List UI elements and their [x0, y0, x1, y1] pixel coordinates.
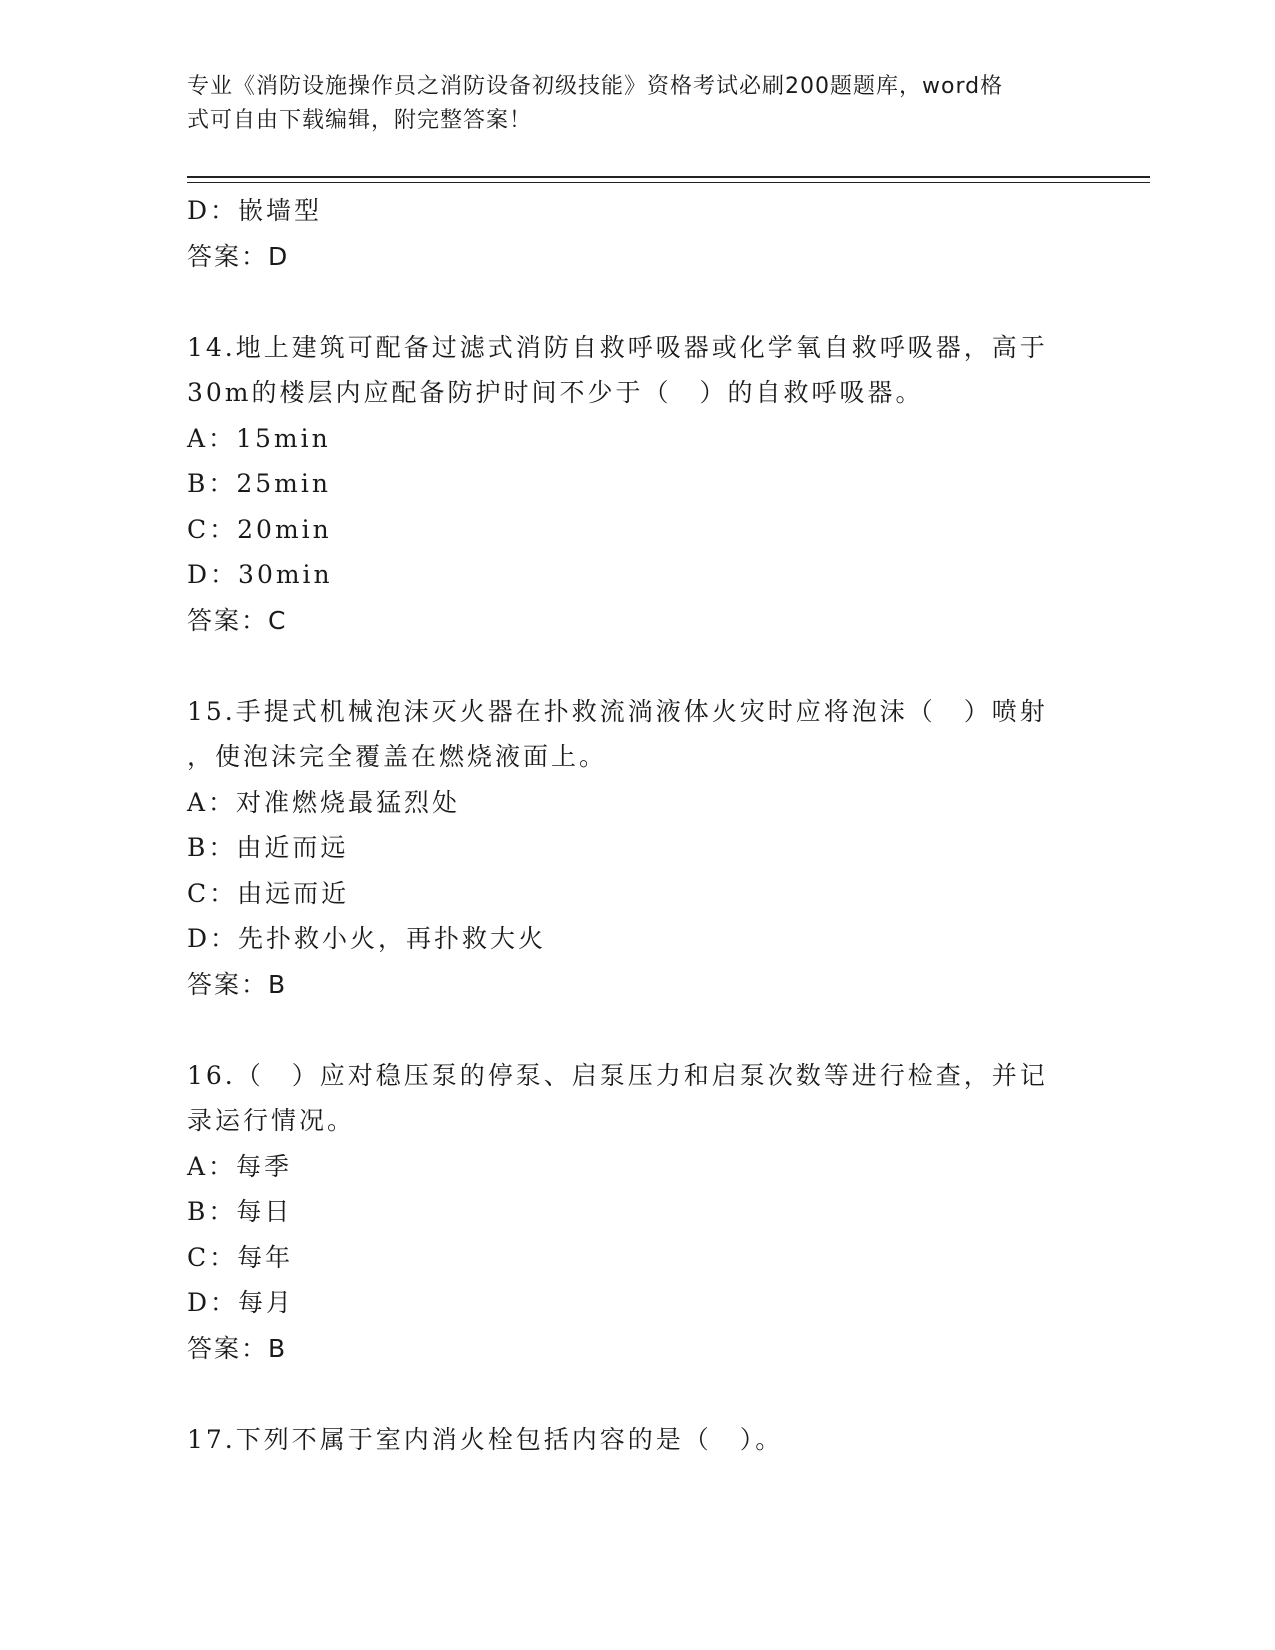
question-14-text-line-2: 30m的楼层内应配备防护时间不少于（ ）的自救呼吸器。	[187, 378, 924, 407]
question-16-answer: 答案：B	[187, 1333, 288, 1363]
header-rule-thin	[187, 182, 1150, 183]
question-16-option-c: C：每年	[187, 1242, 294, 1272]
question-16-text-line-1: 16.（ ）应对稳压泵的停泵、启泵压力和启泵次数等进行检查，并记	[187, 1060, 1048, 1090]
header-line-2: 式可自由下载编辑，附完整答案！	[187, 108, 533, 133]
question-17-text-line-1: 17.下列不属于室内消火栓包括内容的是（ ）。	[187, 1424, 784, 1454]
header-rule-thick	[187, 176, 1150, 178]
question-16-option-d: D：每月	[187, 1288, 295, 1317]
question-17	[187, 1417, 1087, 1463]
header-line-1: 专业《消防设施操作员之消防设备初级技能》资格考试必刷200题题库，word格	[187, 74, 1004, 99]
question-16-option-b: B：每日	[187, 1197, 293, 1226]
question-16-text-line-2: 录运行情况。	[187, 1106, 356, 1135]
question-15	[187, 689, 1087, 1008]
question-list	[187, 188, 1087, 1462]
question-14-option-d: D：30min	[187, 560, 333, 589]
question-15-option-c: C：由远而近	[187, 878, 350, 908]
question-16	[187, 1053, 1087, 1372]
question-14	[187, 325, 1087, 644]
question-15-option-d: D：先扑救小火，再扑救大火	[187, 924, 547, 953]
question-14-option-a: A：15min	[187, 423, 331, 453]
question-15-text-line-1: 15.手提式机械泡沫灭火器在扑救流淌液体火灾时应将泡沫（ ）喷射	[187, 696, 1048, 726]
question-16-option-a: A：每季	[187, 1151, 293, 1181]
question-15-option-a: A：对准燃烧最猛烈处	[187, 787, 461, 817]
question-15-answer: 答案：B	[187, 969, 288, 999]
question-15-option-b: B：由近而远	[187, 833, 349, 862]
question-14-answer: 答案：C	[187, 605, 288, 635]
question-14-text-line-1: 14.地上建筑可配备过滤式消防自救呼吸器或化学氧自救呼吸器，高于	[187, 332, 1048, 362]
document-header	[187, 70, 1067, 138]
prev-option-d: D：嵌墙型	[187, 196, 323, 225]
question-14-option-c: C：20min	[187, 514, 332, 544]
question-15-text-line-2: ，使泡沫完全覆盖在燃烧液面上。	[187, 742, 608, 771]
prev-answer: 答案：D	[187, 241, 290, 271]
question-14-option-b: B：25min	[187, 469, 331, 498]
